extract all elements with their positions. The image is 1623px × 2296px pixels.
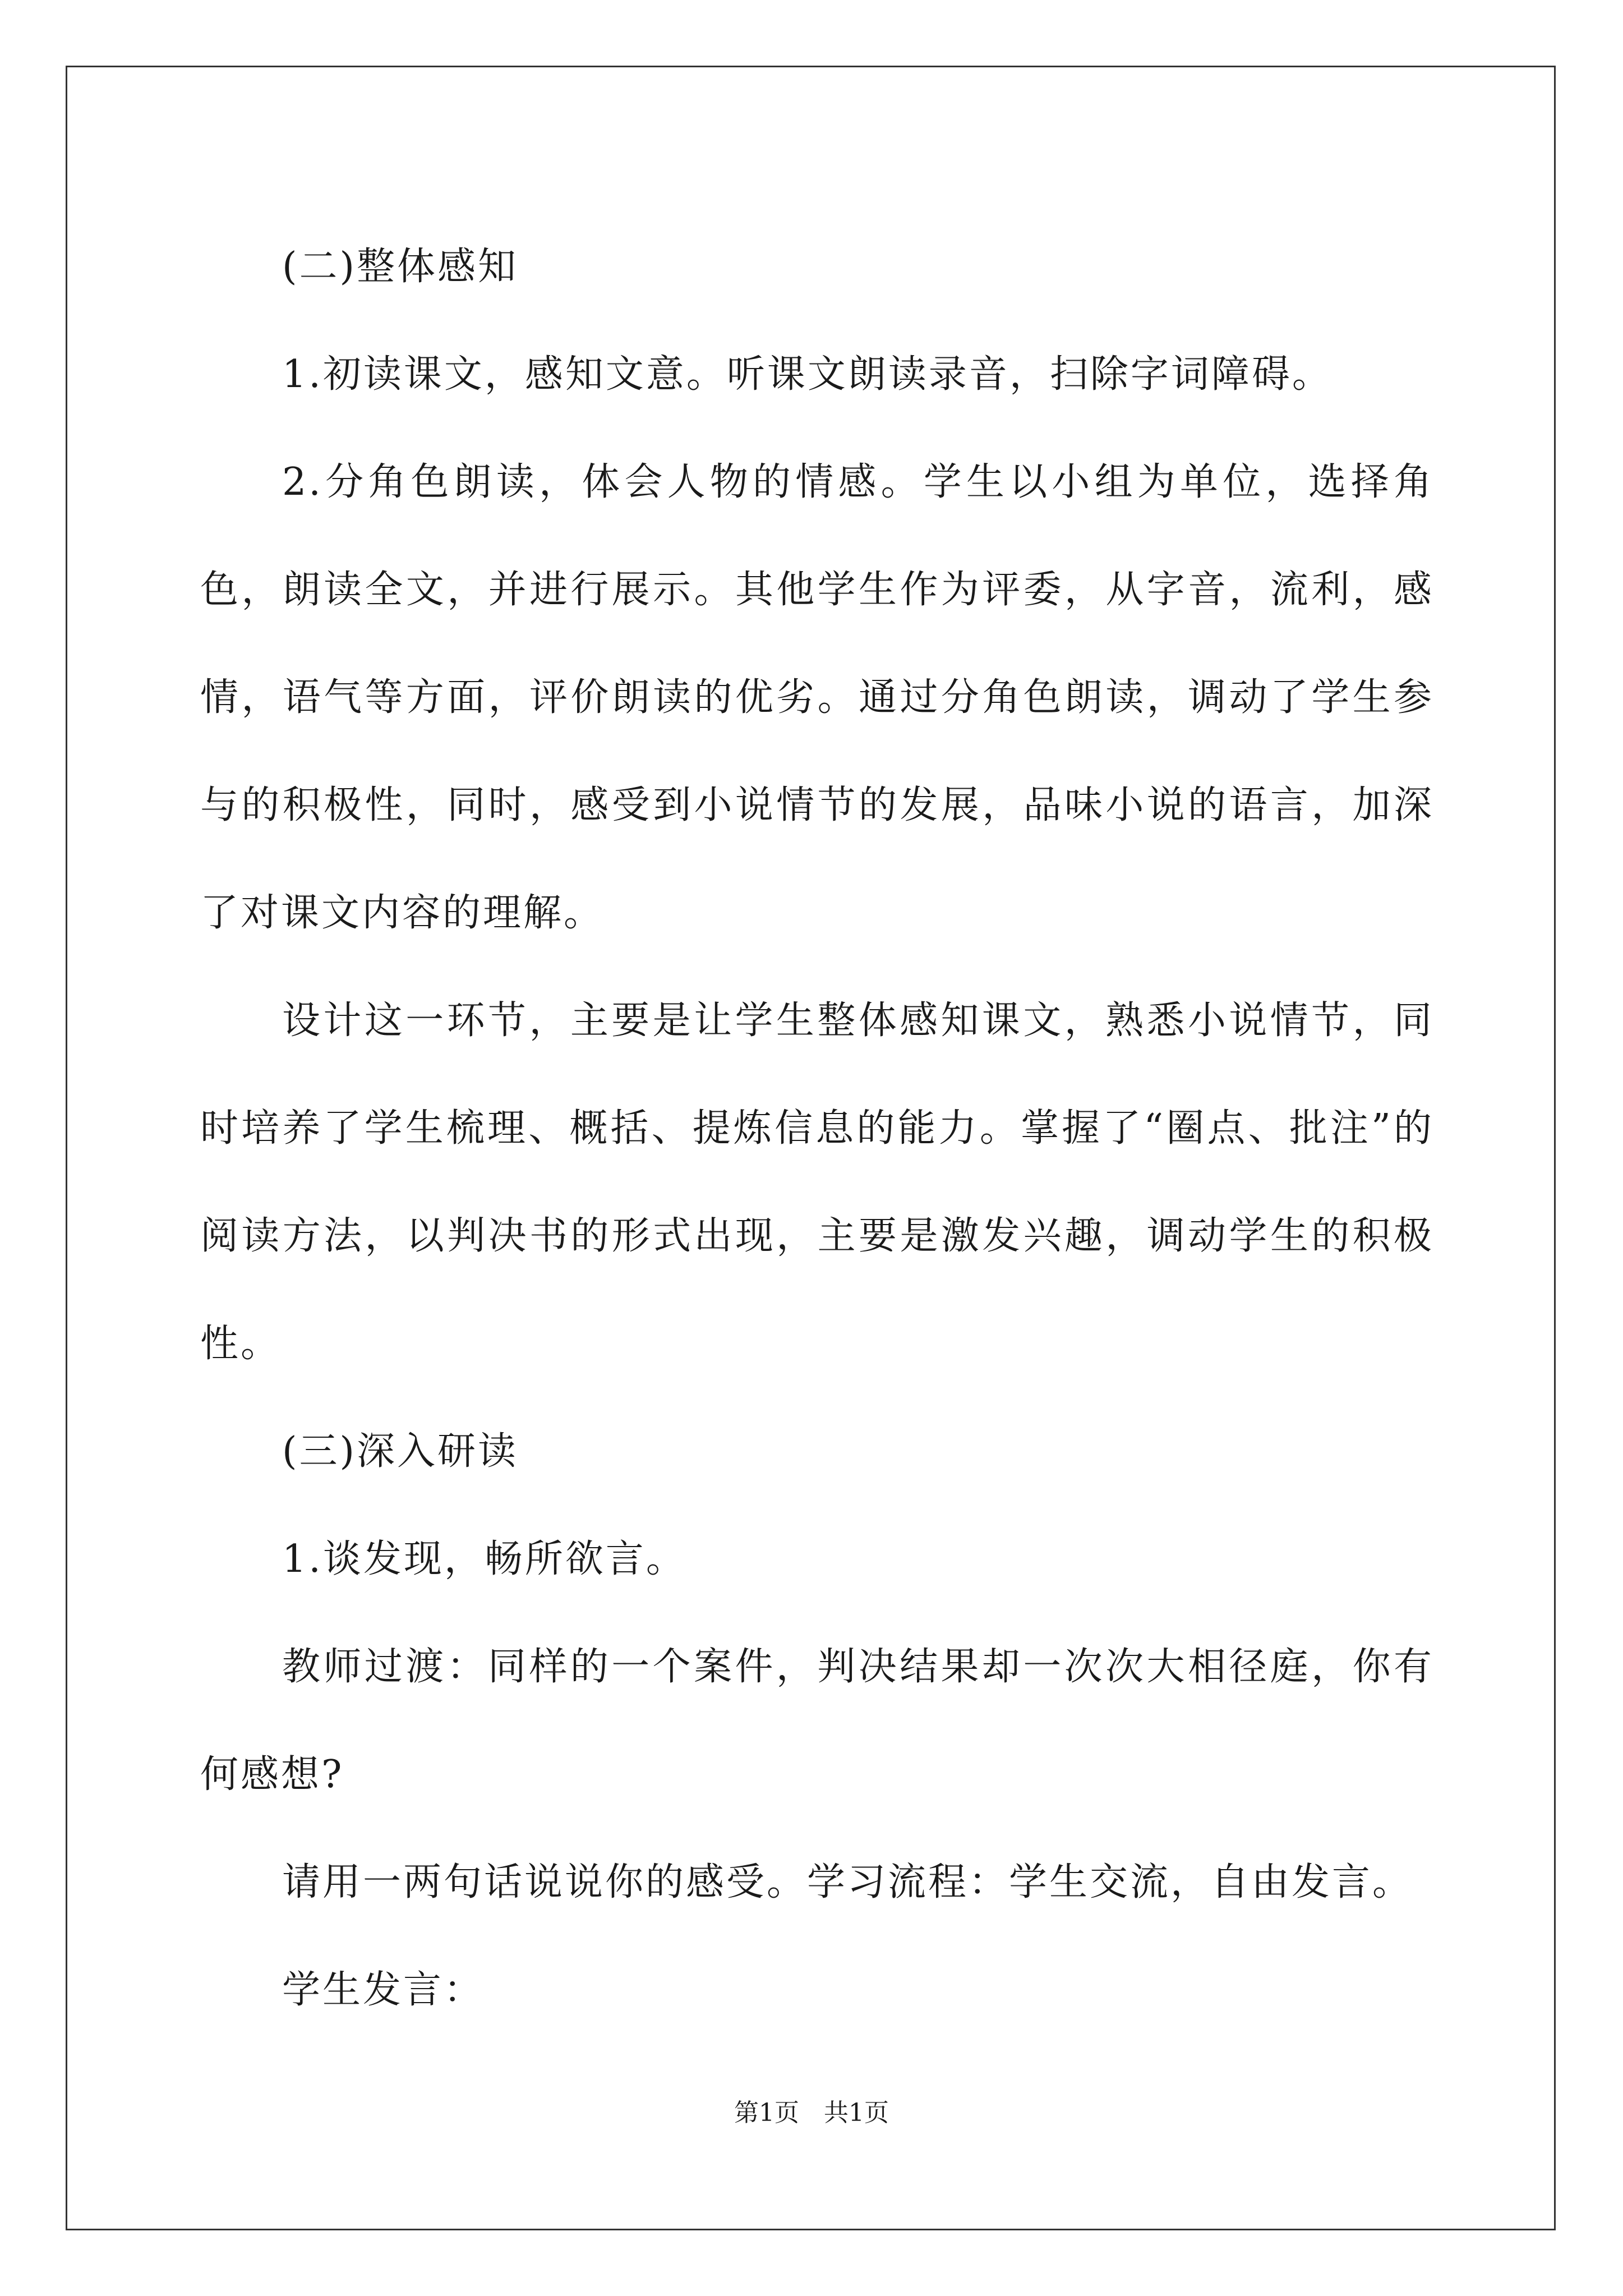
paragraph-student-speech: 学生发言： [282,1968,485,2012]
paragraph-first-reading: 1.初读课文，感知文意。听课文朗读录音，扫除字词障碍。 [282,352,1332,397]
section-heading-overall-perception: (二)整体感知 [282,245,519,289]
paragraph-teacher-transition: 教师过渡：同样的一个案件，判决结果却一次次大相径庭，你有何感想? [200,1645,1434,1797]
paragraph-share-feelings: 请用一两句话说说你的感受。学习流程：学生交流，自由发言。 [282,1860,1413,1904]
paragraph-discuss-findings: 1.谈发现，畅所欲言。 [282,1537,686,1581]
page-footer: 第1页 共1页 [734,2099,889,2127]
section-heading-deep-reading: (三)深入研读 [282,1429,519,1474]
document-body [200,213,1434,2044]
paragraph-design-rationale: 设计这一环节，主要是让学生整体感知课文，熟悉小说情节，同时培养了学生梳理、概括、提炼信息的能力。掌握了“圈点、批注”的阅读方法，以判决书的形式出现，主要是激发兴趣，调动学生的积极性。 [200,999,1434,1366]
paragraph-role-reading: 2.分角色朗读，体会人物的情感。学生以小组为单位，选择角色，朗读全文，并进行展示。其他学生作为评委，从字音，流利，感情，语气等方面，评价朗读的优劣。通过分角色朗读，调动了学生参与的积极性，同时，感受到小说情节的发展，品味小说的语言，加深了对课文内容的理解。 [200,460,1434,935]
